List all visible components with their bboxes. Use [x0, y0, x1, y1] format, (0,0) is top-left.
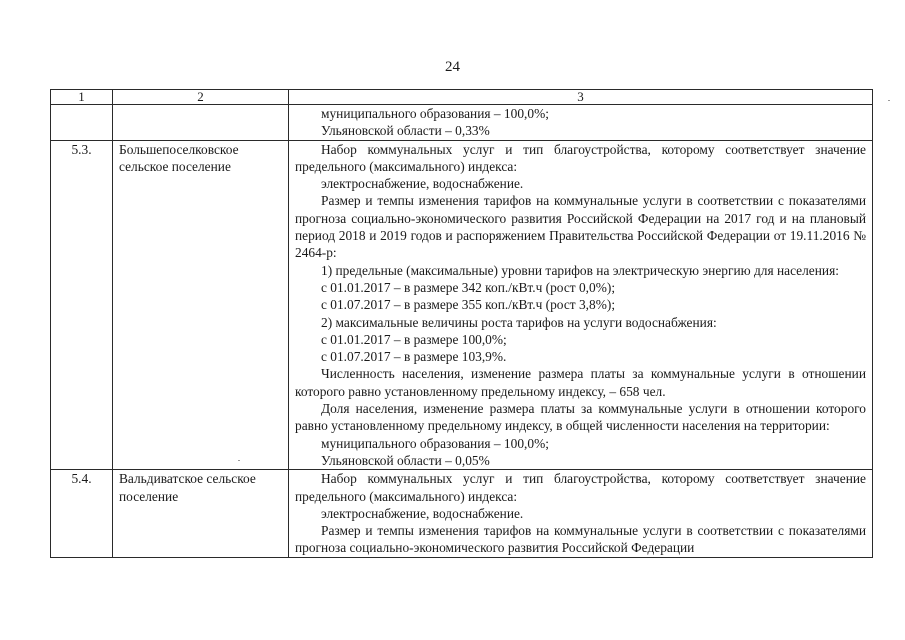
paragraph: электроснабжение, водоснабжение.: [321, 176, 524, 192]
header-col-1: 1: [51, 90, 113, 105]
paragraph: Ульяновской области – 0,05%: [321, 452, 490, 468]
paragraph: Доля населения, изменение размера платы за коммунальные услуги в отношении которого равно установленному предельному индексу, в общей численности населения на территории:: [295, 401, 866, 434]
paragraph: Численность населения, изменение размера платы за коммунальные услуги в отношении которого равно установленному предельному индексу, – 658 чел.: [295, 366, 866, 399]
settlement-name: Большепоселковское сельское поселение: [113, 140, 289, 470]
continuation-line: муниципального образования – 100,0%;: [321, 106, 549, 121]
paragraph: с 01.01.2017 – в размере 342 коп./кВт.ч (рост 0,0%);: [321, 279, 616, 295]
paragraph: электроснабжение, водоснабжение.: [321, 505, 524, 521]
page-number: 24: [445, 59, 460, 75]
paragraph: 1) предельные (максимальные) уровни тарифов на электрическую энергию для населения:: [321, 262, 839, 278]
row-content: [289, 140, 873, 470]
row-number: 5.3.: [51, 140, 113, 470]
row-content: [289, 470, 873, 557]
paragraph: Размер и темпы изменения тарифов на коммунальные услуги в соответствии с показателями прогноза социально-экономического развития Российской Федерации на 2017 год и на плановый период 2018 и 2019 годов и распоряжением Правительства Российской Федерации от 19.11.2016 № 2464-р:: [295, 193, 866, 261]
scan-speck: [238, 460, 240, 461]
table-row-5-4: [51, 470, 873, 557]
paragraph: с 01.07.2017 – в размере 355 коп./кВт.ч (рост 3,8%);: [321, 297, 616, 313]
table-header-row: [51, 90, 873, 105]
paragraph: 2) максимальные величины роста тарифов на услуги водоснабжения:: [321, 314, 717, 330]
paragraph: с 01.01.2017 – в размере 100,0%;: [321, 331, 507, 347]
continuation-content-cell: [289, 105, 873, 141]
paragraph: Набор коммунальных услуг и тип благоустройства, которому соответствует значение предельного (максимального) индекса:: [295, 471, 866, 504]
paragraph: Размер и темпы изменения тарифов на коммунальные услуги в соответствии с показателями прогноза социально-экономического развития Российской Федерации: [295, 523, 866, 556]
paragraph: с 01.07.2017 – в размере 103,9%.: [321, 349, 507, 365]
paragraph: муниципального образования – 100,0%;: [321, 435, 549, 451]
header-col-2: 2: [113, 90, 289, 105]
paragraph: Набор коммунальных услуг и тип благоустройства, которому соответствует значение предельного (максимального) индекса:: [295, 141, 866, 174]
continuation-name-cell: [113, 105, 289, 141]
row-number: 5.4.: [51, 470, 113, 557]
table-row-5-3: [51, 140, 873, 470]
header-col-3: 3: [289, 90, 873, 105]
continuation-line: Ульяновской области – 0,33%: [321, 123, 490, 139]
settlement-name: Вальдиватское сельское поселение: [113, 470, 289, 557]
tariff-table: [50, 89, 873, 558]
continuation-num-cell: [51, 105, 113, 141]
table-row-continuation: [51, 105, 873, 141]
scan-speck: [888, 100, 890, 101]
